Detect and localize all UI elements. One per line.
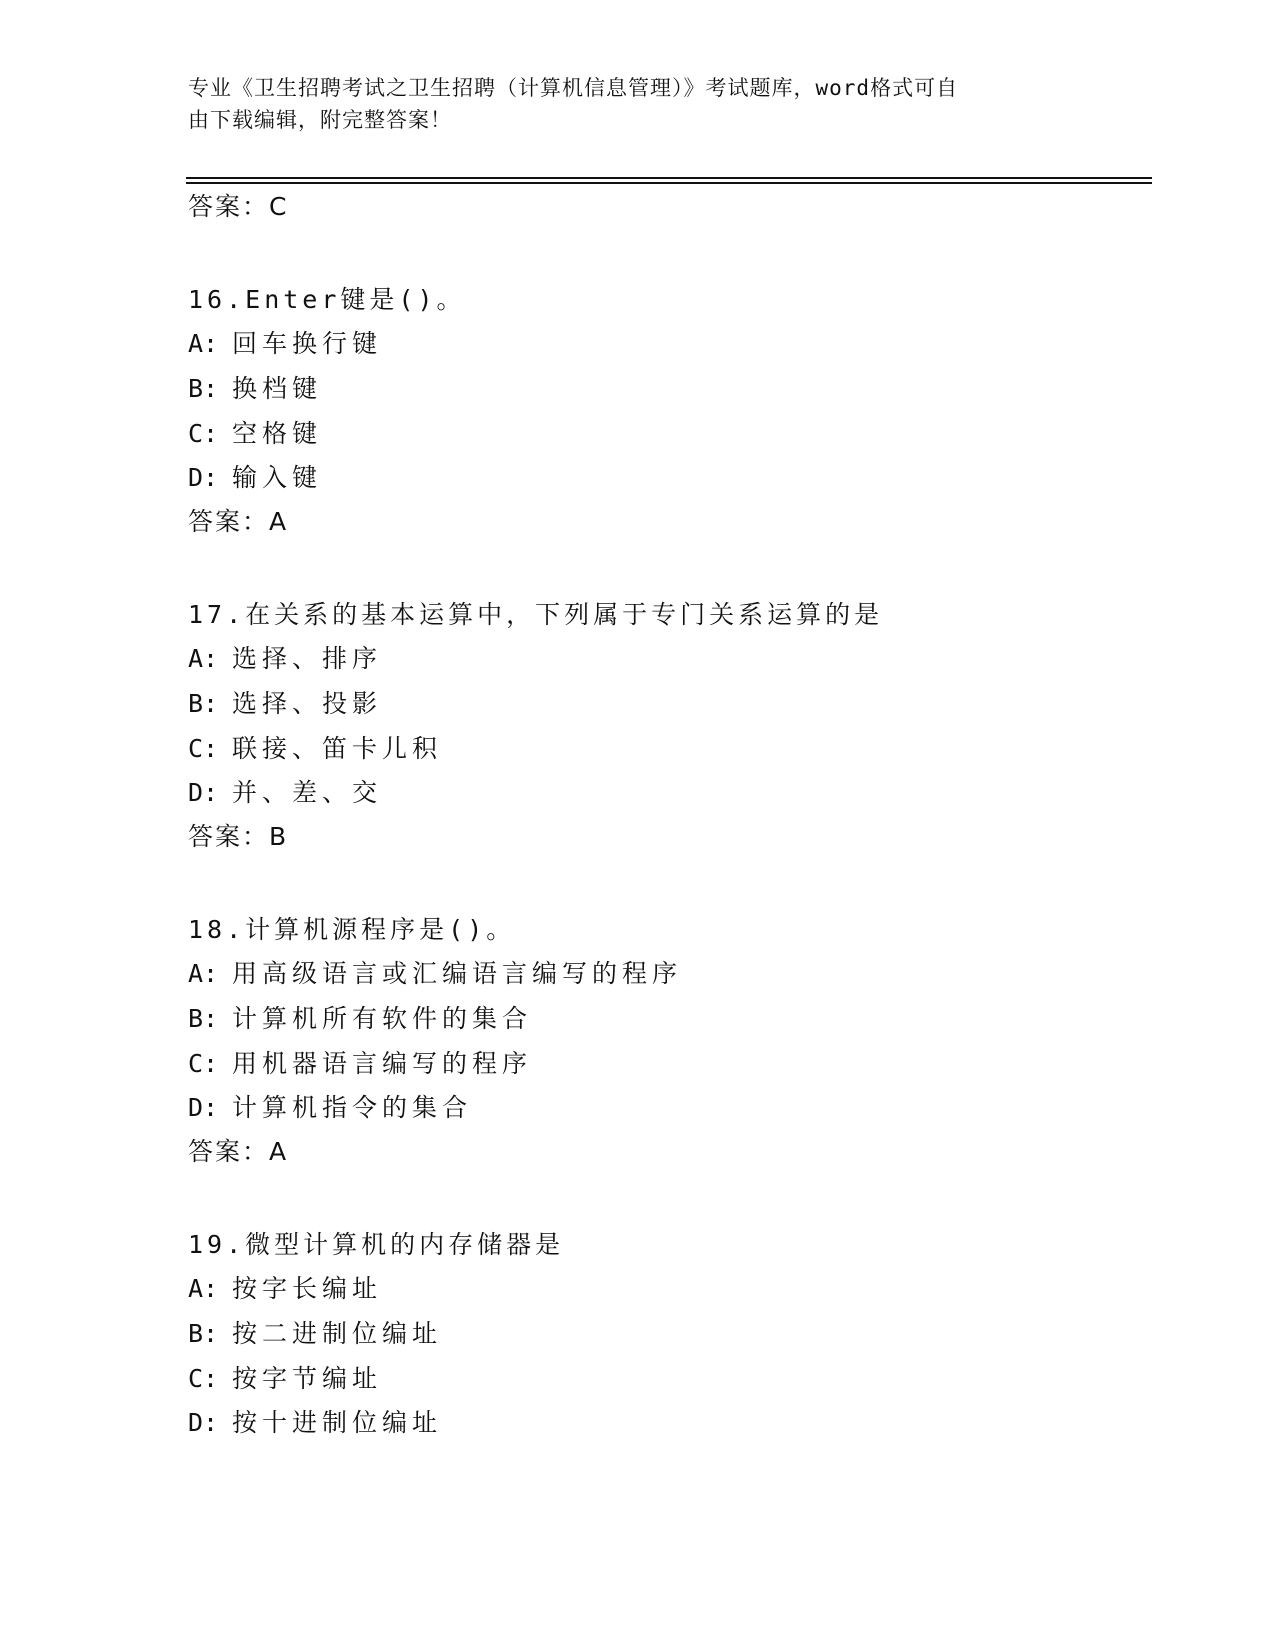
- question-17-option-d: [188, 776, 382, 810]
- question-16-stem: 16.Enter键是()。: [188, 285, 466, 314]
- option-text: 计算机所有软件的集合: [232, 1004, 533, 1033]
- question-17-option-b: [188, 687, 382, 721]
- option-letter: C:: [188, 1049, 219, 1078]
- question-18-option-a: [188, 957, 682, 991]
- document-header: [188, 72, 1088, 136]
- option-text: 选择、排序: [232, 644, 383, 673]
- option-text: 按字长编址: [232, 1274, 383, 1303]
- option-text: 按字节编址: [232, 1364, 383, 1393]
- option-letter: B:: [188, 374, 219, 403]
- option-letter: B:: [188, 689, 219, 718]
- question-16-option-b: [188, 372, 322, 406]
- option-letter: D:: [188, 778, 219, 807]
- question-17-answer: 答案：B: [188, 822, 289, 851]
- option-text: 换档键: [232, 374, 323, 403]
- option-letter: A:: [188, 959, 219, 988]
- question-18-answer: 答案：A: [188, 1137, 289, 1166]
- question-18-option-b: [188, 1002, 532, 1036]
- question-18-option-d: [188, 1091, 472, 1125]
- option-letter: D:: [188, 1093, 219, 1122]
- question-17-option-c: [188, 732, 442, 766]
- header-divider-bottom: [186, 182, 1152, 184]
- question-16-option-c: [188, 417, 322, 451]
- option-letter: B:: [188, 1319, 219, 1348]
- option-letter: A:: [188, 329, 219, 358]
- option-letter: D:: [188, 1408, 219, 1437]
- option-text: 空格键: [232, 419, 323, 448]
- header-divider-top: [186, 177, 1152, 179]
- option-text: 用机器语言编写的程序: [232, 1049, 533, 1078]
- question-17-option-a: [188, 642, 382, 676]
- question-18-option-c: [188, 1047, 532, 1081]
- option-letter: D:: [188, 463, 219, 492]
- question-16-option-a: [188, 327, 382, 361]
- option-text: 计算机指令的集合: [232, 1093, 473, 1122]
- question-19-stem: 19.微型计算机的内存储器是: [188, 1230, 565, 1259]
- previous-answer: 答案：C: [188, 192, 289, 221]
- option-text: 选择、投影: [232, 689, 383, 718]
- question-19-option-c: [188, 1362, 382, 1396]
- option-text: 联接、笛卡儿积: [232, 734, 443, 763]
- option-text: 输入键: [232, 463, 323, 492]
- option-letter: A:: [188, 644, 219, 673]
- option-letter: C:: [188, 734, 219, 763]
- option-letter: C:: [188, 419, 219, 448]
- option-letter: C:: [188, 1364, 219, 1393]
- question-19-option-b: [188, 1317, 442, 1351]
- option-text: 并、差、交: [232, 778, 383, 807]
- header-line-2: 由下载编辑，附完整答案！: [188, 108, 452, 132]
- option-text: 按二进制位编址: [232, 1319, 443, 1348]
- question-19-option-d: [188, 1406, 442, 1440]
- question-16-answer: 答案：A: [188, 507, 289, 536]
- option-text: 用高级语言或汇编语言编写的程序: [232, 959, 683, 988]
- option-text: 回车换行键: [232, 329, 383, 358]
- option-letter: B:: [188, 1004, 219, 1033]
- option-letter: A:: [188, 1274, 219, 1303]
- option-text: 按十进制位编址: [232, 1408, 443, 1437]
- question-18-stem: 18.计算机源程序是()。: [188, 915, 516, 944]
- header-line-1: 专业《卫生招聘考试之卫生招聘（计算机信息管理）》考试题库，word格式可自: [188, 76, 959, 100]
- question-19-option-a: [188, 1272, 382, 1306]
- question-17-stem: 17.在关系的基本运算中，下列属于专门关系运算的是: [188, 600, 884, 629]
- question-16-option-d: [188, 461, 322, 495]
